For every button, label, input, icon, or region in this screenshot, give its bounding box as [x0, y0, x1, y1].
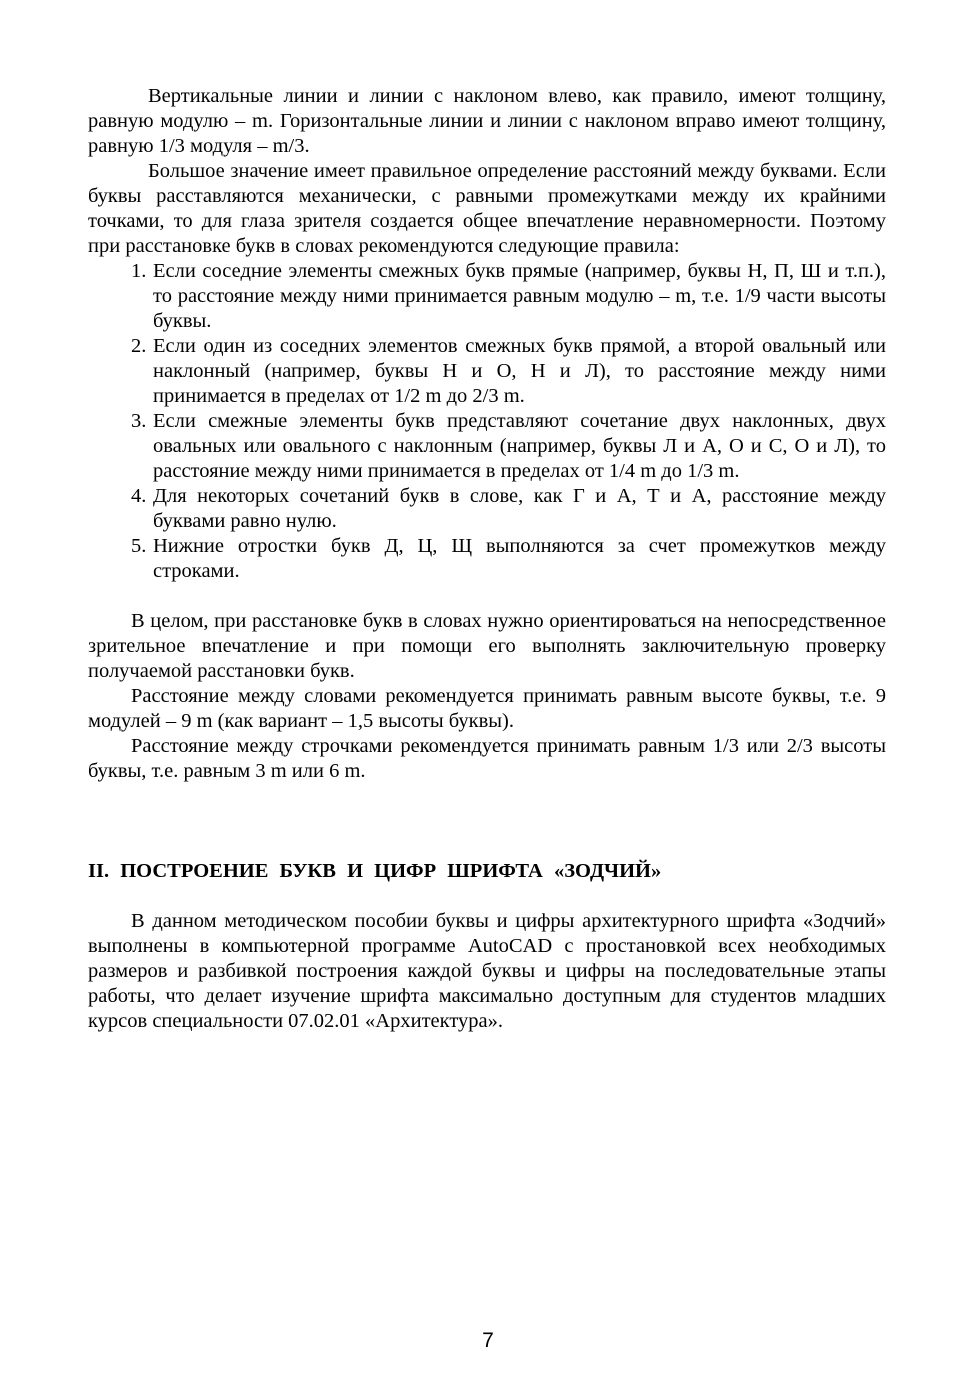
list-item-text: Если соседние элементы смежных букв прямые (например, буквы Н, П, Ш и т.п.), то расстояние между ними принимается равным модулю – m, т.е. 1/9 части высоты буквы. [153, 260, 886, 332]
list-item [88, 259, 886, 334]
paragraph-overall-spacing: В целом, при расстановке букв в словах нужно ориентироваться на непосредственное зрительное впечатление и при помощи его выполнять заключительную проверку получаемой расстановки букв. [88, 610, 886, 682]
paragraph-line-spacing: Расстояние между строчками рекомендуется принимать равным 1/3 или 2/3 высоты буквы, т.е. равным 3 m или 6 m. [88, 735, 886, 782]
paragraph-letter-spacing-intro: Большое значение имеет правильное определение расстояний между буквами. Если буквы расставляются механически, с равными промежутками между их крайними точками, то для глаза зрителя создается общее впечатление неравномерности. Поэтому при расстановке букв в словах рекомендуются следующие правила: [88, 160, 886, 257]
list-item-number: 3. [131, 410, 147, 432]
list-item [88, 409, 886, 484]
paragraph-line-thickness: Вертикальные линии и линии с наклоном влево, как правило, имеют толщину, равную модулю – m. Горизонтальные линии и линии с наклоном вправо имеют толщину, равную 1/3 модуля – m/3. [88, 85, 886, 157]
spacer [88, 784, 886, 809]
list-item-number: 5. [131, 535, 147, 557]
spacer [88, 884, 886, 909]
section-title: II. ПОСТРОЕНИЕ БУКВ И ЦИФР ШРИФТА «ЗОДЧИЙ» [88, 860, 662, 882]
list-item-text: Нижние отростки букв Д, Ц, Щ выполняются за счет промежутков между строками. [153, 535, 886, 582]
list-item [88, 534, 886, 584]
list-item-text: Для некоторых сочетаний букв в слове, как Г и А, Т и А, расстояние между буквами равно нулю. [153, 485, 886, 532]
document-page [88, 84, 886, 1034]
list-item-number: 1. [131, 260, 147, 282]
list-item-text: Если один из соседних элементов смежных букв прямой, а второй овальный или наклонный (например, буквы Н и О, Н и Л), то расстояние между ними принимается в пределах от 1/2 m до 2/3 m. [153, 335, 886, 407]
list-item-number: 4. [131, 485, 147, 507]
spacer [88, 809, 886, 834]
paragraph-section-intro: В данном методическом пособии буквы и цифры архитектурного шрифта «Зодчий» выполнены в компьютерной программе AutoCAD с простановкой всех необходимых размеров и разбивкой построения каждой буквы и цифры на последовательные этапы работы, что делает изучение шрифта максимально доступным для студентов младших курсов специальности 07.02.01 «Архитектура». [88, 910, 886, 1032]
page-number: 7 [482, 1329, 494, 1352]
list-item-text: Если смежные элементы букв представляют сочетание двух наклонных, двух овальных или овального с наклонным (например, буквы Л и А, О и С, О и Л), то расстояние между ними принимается в пределах от 1/4 m до 1/3 m. [153, 410, 886, 482]
list-item [88, 484, 886, 534]
list-item [88, 334, 886, 409]
spacer [88, 834, 886, 859]
paragraph-word-spacing: Расстояние между словами рекомендуется принимать равным высоте буквы, т.е. 9 модулей – 9 m (как вариант – 1,5 высоты буквы). [88, 685, 886, 732]
spacing-rules-list [88, 259, 886, 584]
spacer [88, 584, 886, 609]
list-item-number: 2. [131, 335, 147, 357]
